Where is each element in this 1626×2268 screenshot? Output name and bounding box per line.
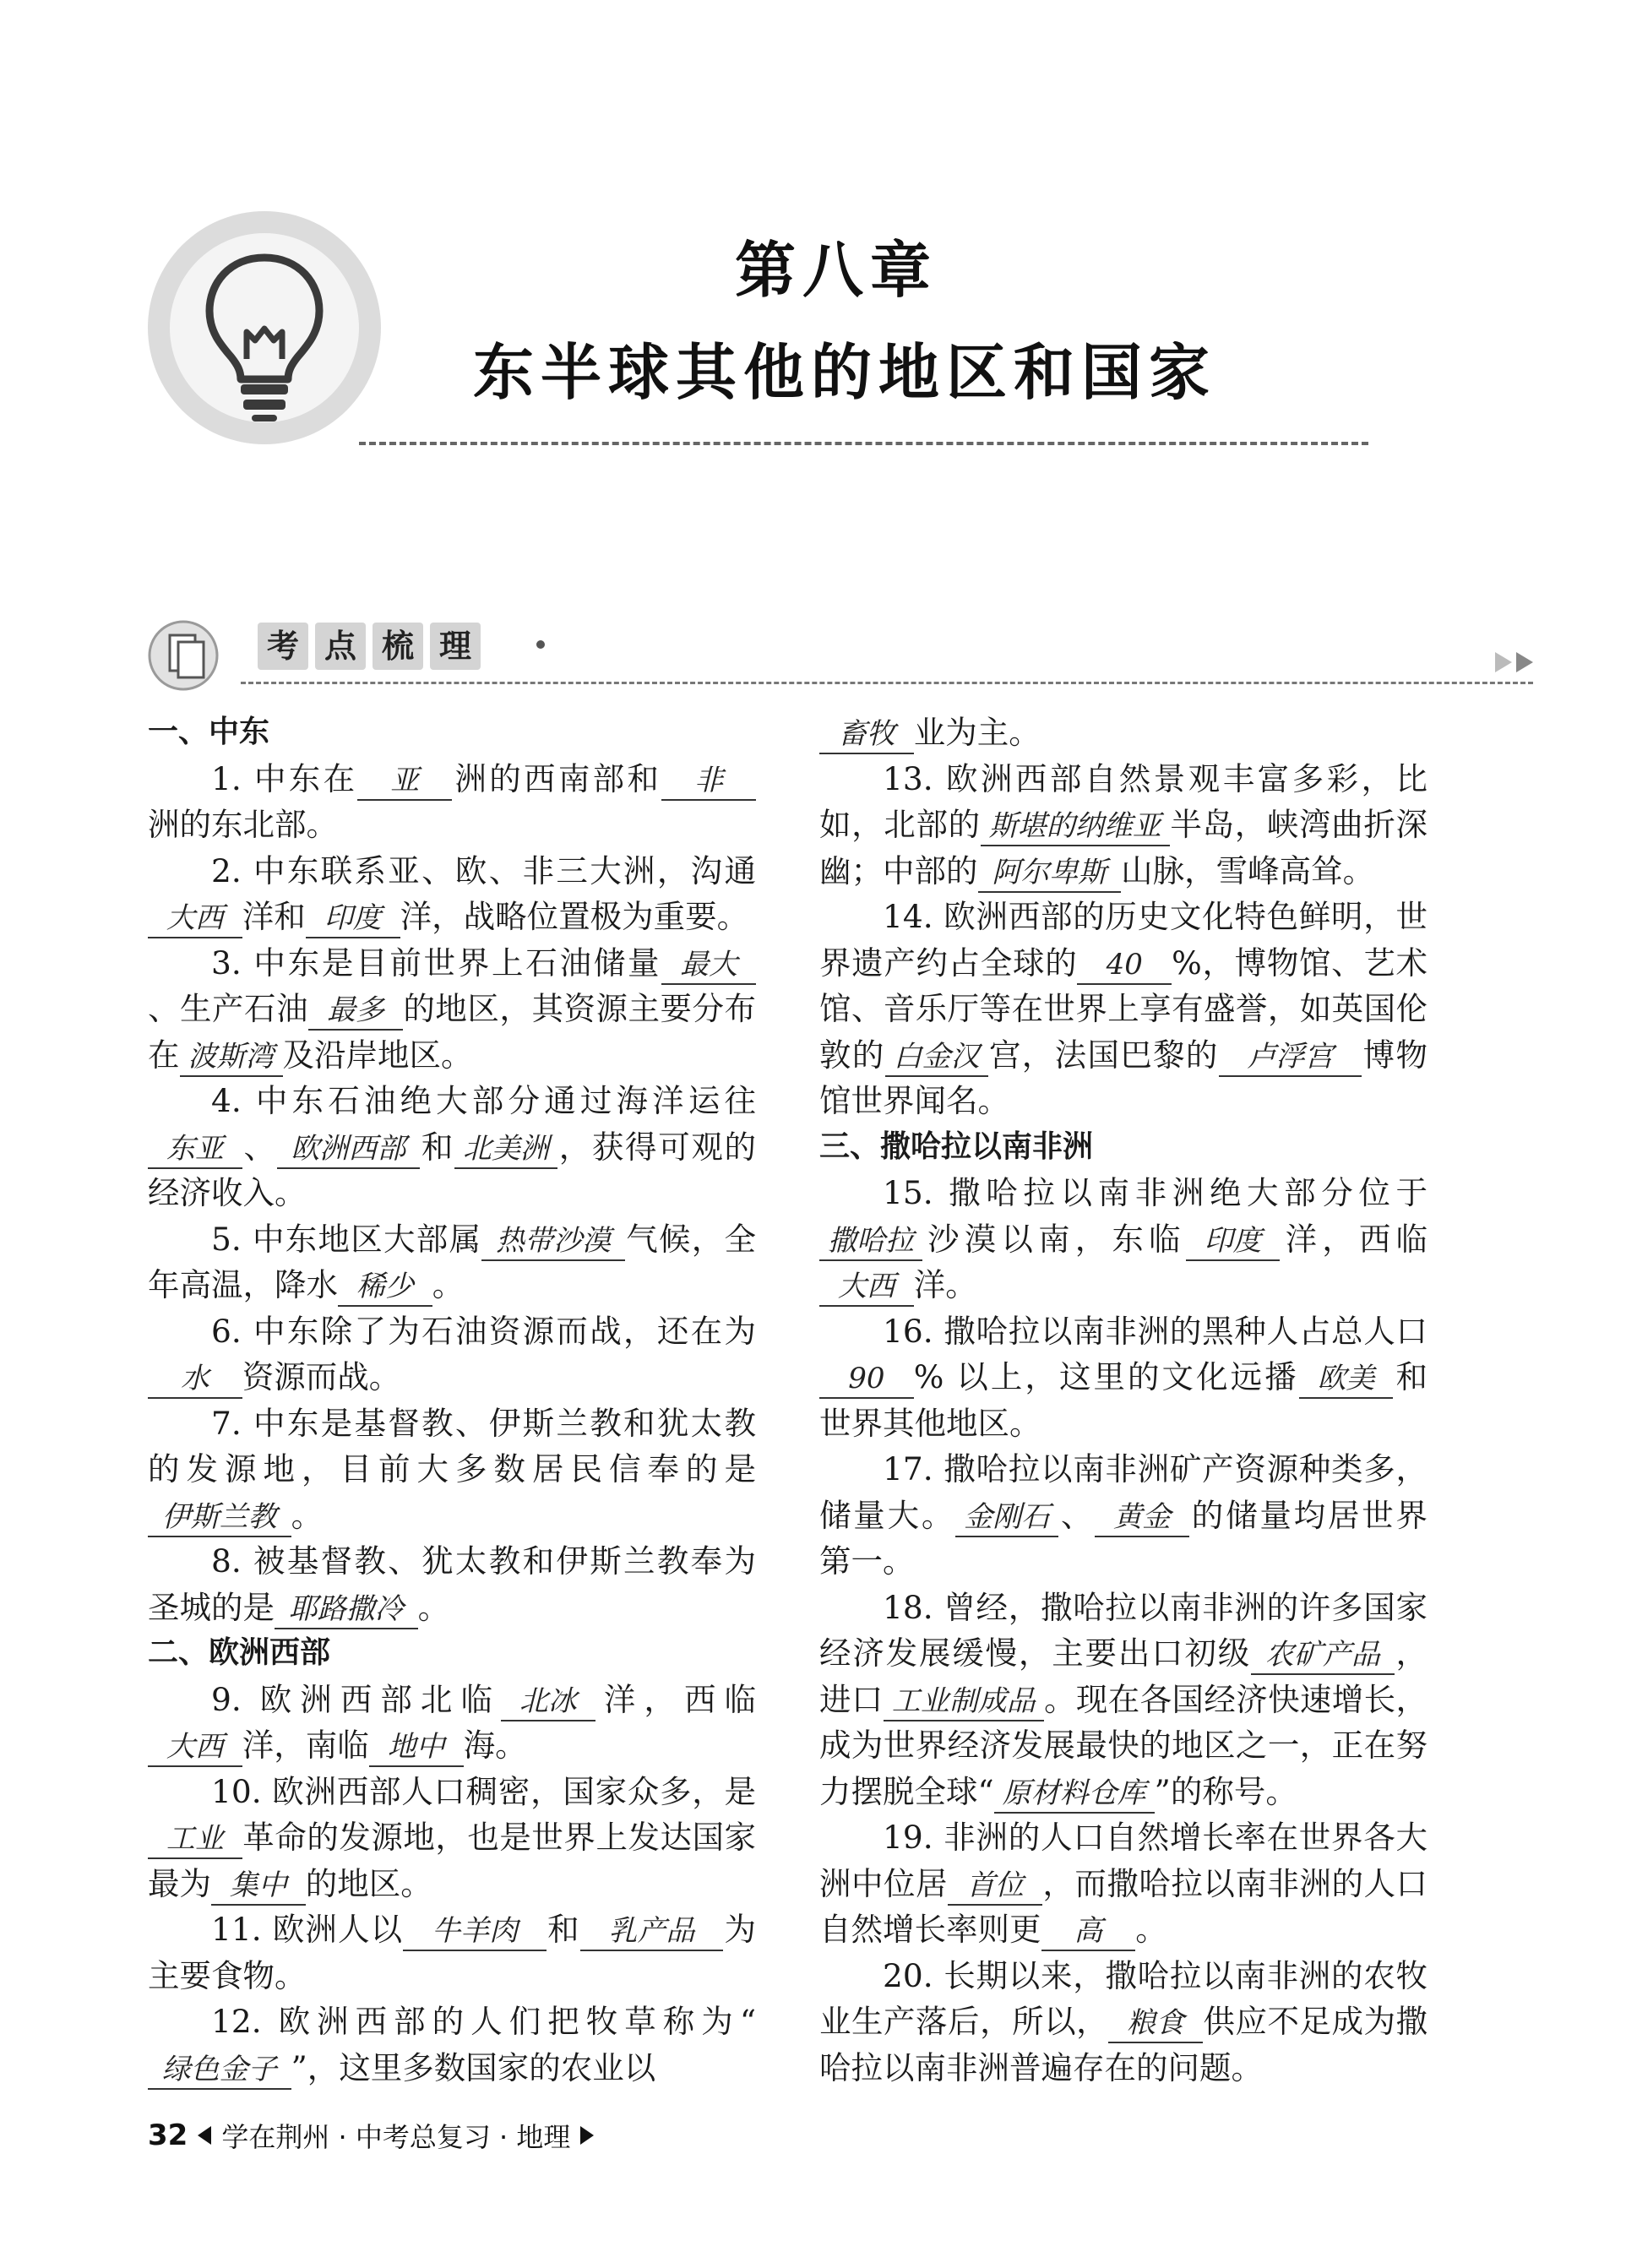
answer-blank: 黄金	[1095, 1498, 1189, 1537]
banner-arrow-icon	[1516, 652, 1533, 672]
triangle-left-icon	[198, 2126, 211, 2145]
page-footer	[148, 2116, 594, 2155]
answer-blank: 阿尔卑斯	[978, 854, 1122, 893]
answer-blank: 耶路撒冷	[275, 1591, 418, 1629]
answer-blank: 金刚石	[955, 1498, 1058, 1537]
answer-blank: 水	[148, 1360, 242, 1399]
answer-blank: 欧美	[1299, 1360, 1394, 1399]
banner-char-2: 点	[315, 623, 366, 670]
answer-blank: 白金汉	[885, 1038, 988, 1077]
question-1: 1. 中东在 亚 洲的西南部和 非洲的东北部。	[148, 756, 756, 848]
answer-blank: 牛羊肉	[403, 1912, 547, 1951]
question-12-continued: 畜牧 业为主。	[819, 710, 1428, 756]
answer-blank: 北冰	[501, 1683, 595, 1721]
answer-blank: 原材料仓库	[994, 1775, 1155, 1814]
section-heading-subsaharan: 三、撒哈拉以南非洲	[819, 1129, 1094, 1164]
question-3: 3. 中东是目前世界上石油储量 最大、生产石油 最多 的地区，其资源主要分布在 波斯湾 及沿岸地区。	[148, 940, 756, 1079]
question-6: 6. 中东除了为石油资源而战，还在为水 资源而战。	[148, 1308, 756, 1401]
question-8: 8. 被基督教、犹太教和伊斯兰教奉为圣城的是 耶路撒冷 。	[148, 1538, 756, 1630]
banner-arrow-icon	[1495, 652, 1512, 672]
answer-blank: 北美洲	[454, 1130, 557, 1169]
question-5: 5. 中东地区大部属 热带沙漠 气候，全年高温，降水 稀少 。	[148, 1216, 756, 1308]
chapter-title: 东半球其他的地区和国家	[472, 337, 1216, 408]
left-column	[148, 710, 756, 2091]
answer-blank: 伊斯兰教	[148, 1498, 291, 1537]
answer-blank: 首位	[948, 1867, 1042, 1906]
answer-blank: 波斯湾	[180, 1038, 283, 1077]
question-14: 14. 欧洲西部的历史文化特色鲜明，世界遗产约占全球的 40 %，博物馆、艺术馆、音乐厅等在世界上享有盛誉，如英国伦敦的 白金汉 宫，法国巴黎的 卢浮宫 博物馆世界闻名。	[819, 898, 1428, 1119]
answer-blank: 最大	[661, 946, 756, 985]
answer-blank: 地中	[369, 1728, 464, 1767]
question-11: 11. 欧洲人以 牛羊肉 和 乳产品 为主要食物。	[148, 1911, 756, 1994]
answer-blank: 40	[1077, 946, 1172, 985]
question-9: 9. 欧洲西部北临 北冰 洋，西临大西 洋，南临 地中 海。	[148, 1677, 756, 1769]
answer-blank: 工业	[148, 1820, 242, 1859]
answer-blank: 大西	[148, 900, 242, 938]
answer-blank: 工业制成品	[884, 1683, 1044, 1721]
answer-blank: 绿色金子	[148, 2051, 291, 2090]
question-4: 4. 中东石油绝大部分通过海洋运往东亚 、 欧洲西部 和 北美洲 ，获得可观的经济收入。	[148, 1082, 757, 1211]
answer-blank: 高	[1041, 1912, 1136, 1951]
answer-blank: 90	[819, 1360, 914, 1399]
answer-blank: 粮食	[1108, 2004, 1203, 2043]
question-20: 20. 长期以来，撒哈拉以南非洲的农牧业生产落后，所以， 粮食 供应不足成为撒哈拉以南非洲普遍存在的问题。	[819, 1956, 1428, 2086]
banner-divider	[241, 682, 1533, 684]
answer-blank: 欧洲西部	[277, 1130, 421, 1169]
question-17: 17. 撒哈拉以南非洲矿产资源种类多，储量大。 金刚石 、 黄金 的储量均居世界第一。	[819, 1450, 1428, 1580]
answer-blank: 印度	[1186, 1222, 1281, 1261]
banner-char-4: 理	[430, 623, 481, 670]
banner-title	[258, 623, 481, 670]
question-19: 19. 非洲的人口自然增长率在世界各大洲中位居 首位 ，而撒哈拉以南非洲的人口自然增长率则更 高 。	[819, 1814, 1428, 1953]
lightbulb-icon	[142, 205, 387, 450]
answer-blank: 最多	[308, 992, 403, 1031]
question-13: 13. 欧洲西部自然景观丰富多彩，比如，北部的 斯堪的纳维亚 半岛，峡湾曲折深幽；中部的 阿尔卑斯 山脉，雪峰高耸。	[819, 756, 1428, 895]
answer-blank: 集中	[211, 1867, 306, 1906]
question-10: 10. 欧洲西部人口稠密，国家众多，是工业 革命的发源地，也是世界上发达国家最为 集中 的地区。	[148, 1769, 756, 1907]
answer-blank: 大西	[819, 1268, 914, 1307]
page-number: 32	[148, 2118, 188, 2152]
answer-blank: 斯堪的纳维亚	[981, 808, 1170, 846]
question-16: 16. 撒哈拉以南非洲的黑种人占总人口90 % 以上，这里的文化远播 欧美 和世界其他地区。	[819, 1312, 1428, 1442]
question-12: 12. 欧洲西部的人们把牧草称为“绿色金子 ”，这里多数国家的农业以	[148, 1999, 756, 2091]
triangle-right-icon	[580, 2126, 594, 2145]
answer-blank: 亚	[357, 762, 452, 801]
banner-char-1: 考	[258, 623, 308, 670]
chapter-number: 第八章	[734, 235, 938, 306]
section-heading-mideast: 一、中东	[148, 715, 270, 749]
answer-blank: 农矿产品	[1251, 1636, 1395, 1675]
answer-blank: 东亚	[148, 1130, 242, 1169]
book-stack-icon	[148, 617, 232, 693]
title-divider	[359, 442, 1368, 445]
section-heading-western-europe: 二、欧洲西部	[148, 1635, 331, 1670]
answer-blank: 乳产品	[580, 1912, 724, 1951]
question-2: 2. 中东联系亚、欧、非三大洲，沟通大西 洋和 印度 洋，战略位置极为重要。	[148, 848, 756, 940]
question-7: 7. 中东是基督教、伊斯兰教和犹太教的发源地，目前大多数居民信奉的是伊斯兰教 。	[148, 1401, 756, 1539]
banner-dot	[536, 640, 545, 649]
answer-blank: 非	[661, 762, 756, 801]
answer-blank: 卢浮宫	[1219, 1038, 1362, 1077]
question-15: 15. 撒哈拉以南非洲绝大部分位于撒哈拉 沙漠以南，东临 印度 洋，西临大西 洋。	[819, 1170, 1428, 1308]
banner-char-3: 梳	[373, 623, 423, 670]
book-title: 学在荆州 · 中考总复习 · 地理	[221, 2121, 571, 2153]
answer-blank: 稀少	[338, 1268, 432, 1307]
answer-blank: 撒哈拉	[819, 1222, 922, 1261]
question-18: 18. 曾经，撒哈拉以南非洲的许多国家经济发展缓慢，主要出口初级 农矿产品 ，进口 工业制成品 。现在各国经济快速增长，成为世界经济发展最快的地区之一，正在努力摆脱全球“ 原材料仓库 ”的称号。	[819, 1585, 1428, 1815]
answer-blank: 大西	[148, 1728, 242, 1767]
right-column	[819, 710, 1428, 2091]
answer-blank: 印度	[306, 900, 400, 938]
answer-blank: 畜牧	[819, 715, 914, 754]
section-banner	[148, 617, 1415, 693]
answer-blank: 热带沙漠	[481, 1222, 625, 1261]
